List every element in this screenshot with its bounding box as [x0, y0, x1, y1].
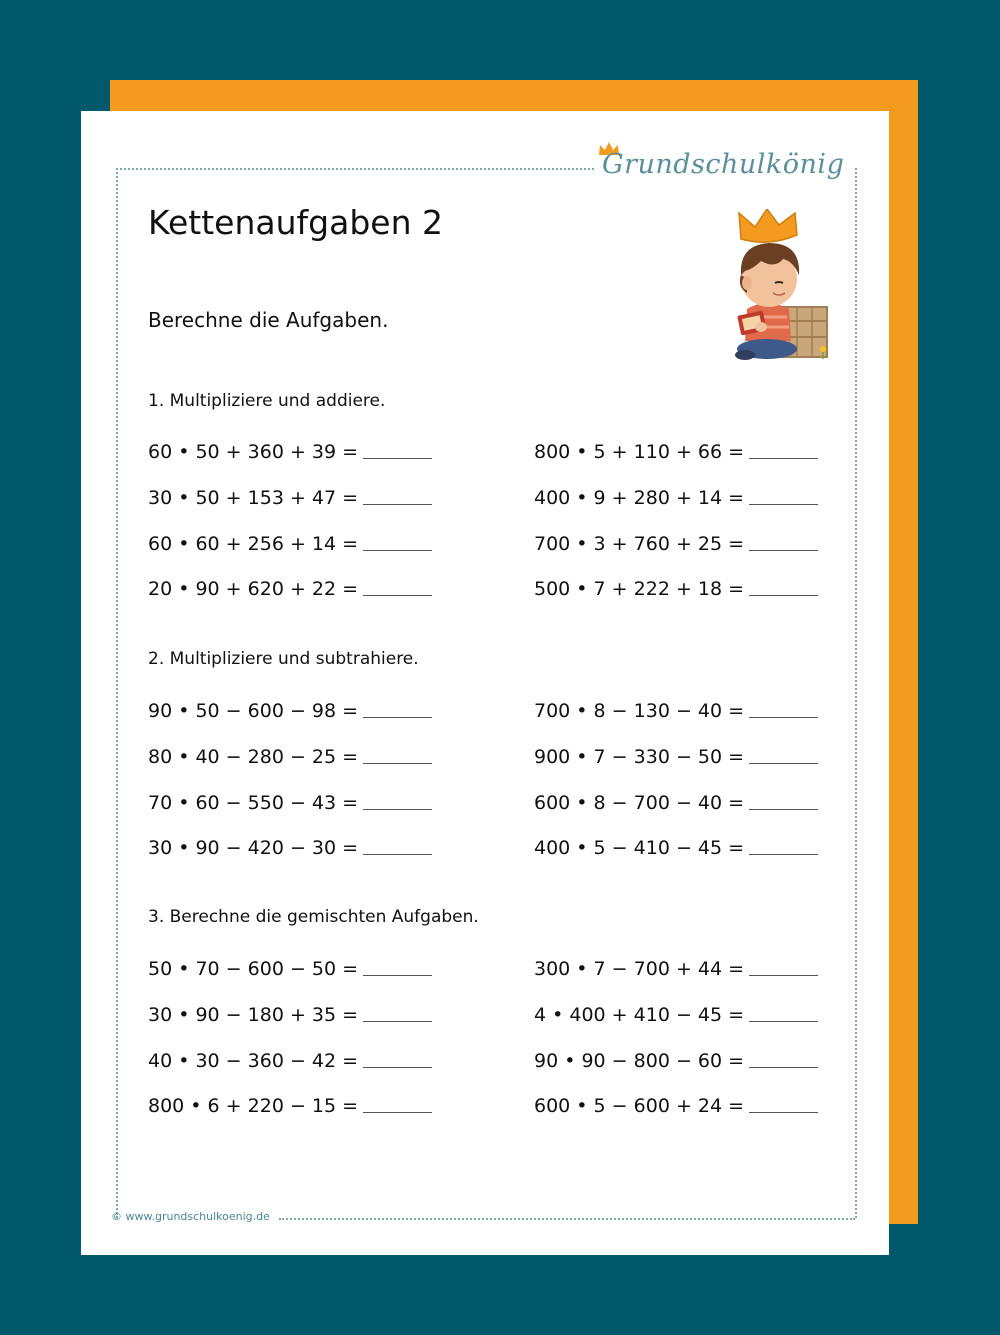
- answer-blank[interactable]: [363, 809, 432, 810]
- task-expression: 400 • 9 + 280 + 14 =: [534, 487, 745, 509]
- answer-blank[interactable]: [749, 717, 818, 718]
- task-row: [148, 578, 432, 602]
- answer-blank[interactable]: [749, 1112, 818, 1113]
- task-row: [534, 792, 818, 816]
- answer-blank[interactable]: [749, 975, 818, 976]
- dotted-frame-top: [116, 168, 594, 170]
- answer-blank[interactable]: [363, 595, 432, 596]
- task-row: [148, 958, 432, 982]
- answer-blank[interactable]: [363, 1112, 432, 1113]
- task-row: [148, 746, 432, 770]
- answer-blank[interactable]: [749, 595, 818, 596]
- task-row: [148, 1004, 432, 1028]
- section-title: 1. Multipliziere und addiere.: [148, 391, 386, 411]
- answer-blank[interactable]: [749, 458, 818, 459]
- answer-blank[interactable]: [363, 1021, 432, 1022]
- dotted-frame-bottom: [279, 1218, 855, 1220]
- answer-blank[interactable]: [749, 1021, 818, 1022]
- task-expression: 500 • 7 + 222 + 18 =: [534, 578, 745, 600]
- task-row: [534, 746, 818, 770]
- task-row: [148, 700, 432, 724]
- task-row: [148, 487, 432, 511]
- task-expression: 60 • 60 + 256 + 14 =: [148, 533, 359, 555]
- answer-blank[interactable]: [363, 975, 432, 976]
- answer-blank[interactable]: [363, 458, 432, 459]
- section-title: 3. Berechne die gemischten Aufgaben.: [148, 907, 479, 927]
- task-expression: 4 • 400 + 410 − 45 =: [534, 1004, 745, 1026]
- answer-blank[interactable]: [363, 504, 432, 505]
- answer-blank[interactable]: [749, 1067, 818, 1068]
- task-expression: 40 • 30 − 360 − 42 =: [148, 1050, 359, 1072]
- task-row: [148, 837, 432, 861]
- worksheet-title: Kettenaufgaben 2: [148, 203, 443, 242]
- section-title: 2. Multipliziere und subtrahiere.: [148, 649, 419, 669]
- task-expression: 30 • 90 − 420 − 30 =: [148, 837, 359, 859]
- task-row: [534, 487, 818, 511]
- task-expression: 400 • 5 − 410 − 45 =: [534, 837, 745, 859]
- task-expression: 30 • 90 − 180 + 35 =: [148, 1004, 359, 1026]
- task-row: [534, 533, 818, 557]
- task-row: [534, 958, 818, 982]
- task-row: [534, 441, 818, 465]
- task-row: [534, 1004, 818, 1028]
- brand-logo: [597, 143, 862, 193]
- task-expression: 700 • 3 + 760 + 25 =: [534, 533, 745, 555]
- task-row: [148, 441, 432, 465]
- copyright-text: © www.grundschulkoenig.de: [111, 1210, 270, 1223]
- task-row: [534, 700, 818, 724]
- answer-blank[interactable]: [363, 854, 432, 855]
- answer-blank[interactable]: [749, 854, 818, 855]
- answer-blank[interactable]: [749, 504, 818, 505]
- task-row: [148, 1050, 432, 1074]
- instruction-text: Berechne die Aufgaben.: [148, 308, 389, 332]
- task-expression: 300 • 7 − 700 + 44 =: [534, 958, 745, 980]
- task-expression: 70 • 60 − 550 − 43 =: [148, 792, 359, 814]
- task-row: [534, 578, 818, 602]
- answer-blank[interactable]: [749, 809, 818, 810]
- task-expression: 30 • 50 + 153 + 47 =: [148, 487, 359, 509]
- answer-blank[interactable]: [363, 717, 432, 718]
- task-expression: 20 • 90 + 620 + 22 =: [148, 578, 359, 600]
- task-row: [534, 1095, 818, 1119]
- task-expression: 600 • 5 − 600 + 24 =: [534, 1095, 745, 1117]
- worksheet-page: [81, 111, 889, 1255]
- boy-with-crown-reading-book-icon: [717, 209, 833, 361]
- task-expression: 90 • 50 − 600 − 98 =: [148, 700, 359, 722]
- task-expression: 90 • 90 − 800 − 60 =: [534, 1050, 745, 1072]
- task-row: [534, 837, 818, 861]
- task-expression: 80 • 40 − 280 − 25 =: [148, 746, 359, 768]
- answer-blank[interactable]: [749, 763, 818, 764]
- task-expression: 800 • 5 + 110 + 66 =: [534, 441, 745, 463]
- task-row: [534, 1050, 818, 1074]
- task-expression: 900 • 7 − 330 − 50 =: [534, 746, 745, 768]
- answer-blank[interactable]: [749, 550, 818, 551]
- task-row: [148, 792, 432, 816]
- task-expression: 800 • 6 + 220 − 15 =: [148, 1095, 359, 1117]
- task-row: [148, 533, 432, 557]
- answer-blank[interactable]: [363, 763, 432, 764]
- answer-blank[interactable]: [363, 550, 432, 551]
- task-row: [148, 1095, 432, 1119]
- logo-text: Grundschulkönig: [602, 149, 845, 180]
- task-expression: 50 • 70 − 600 − 50 =: [148, 958, 359, 980]
- task-expression: 60 • 50 + 360 + 39 =: [148, 441, 359, 463]
- answer-blank[interactable]: [363, 1067, 432, 1068]
- task-expression: 600 • 8 − 700 − 40 =: [534, 792, 745, 814]
- task-expression: 700 • 8 − 130 − 40 =: [534, 700, 745, 722]
